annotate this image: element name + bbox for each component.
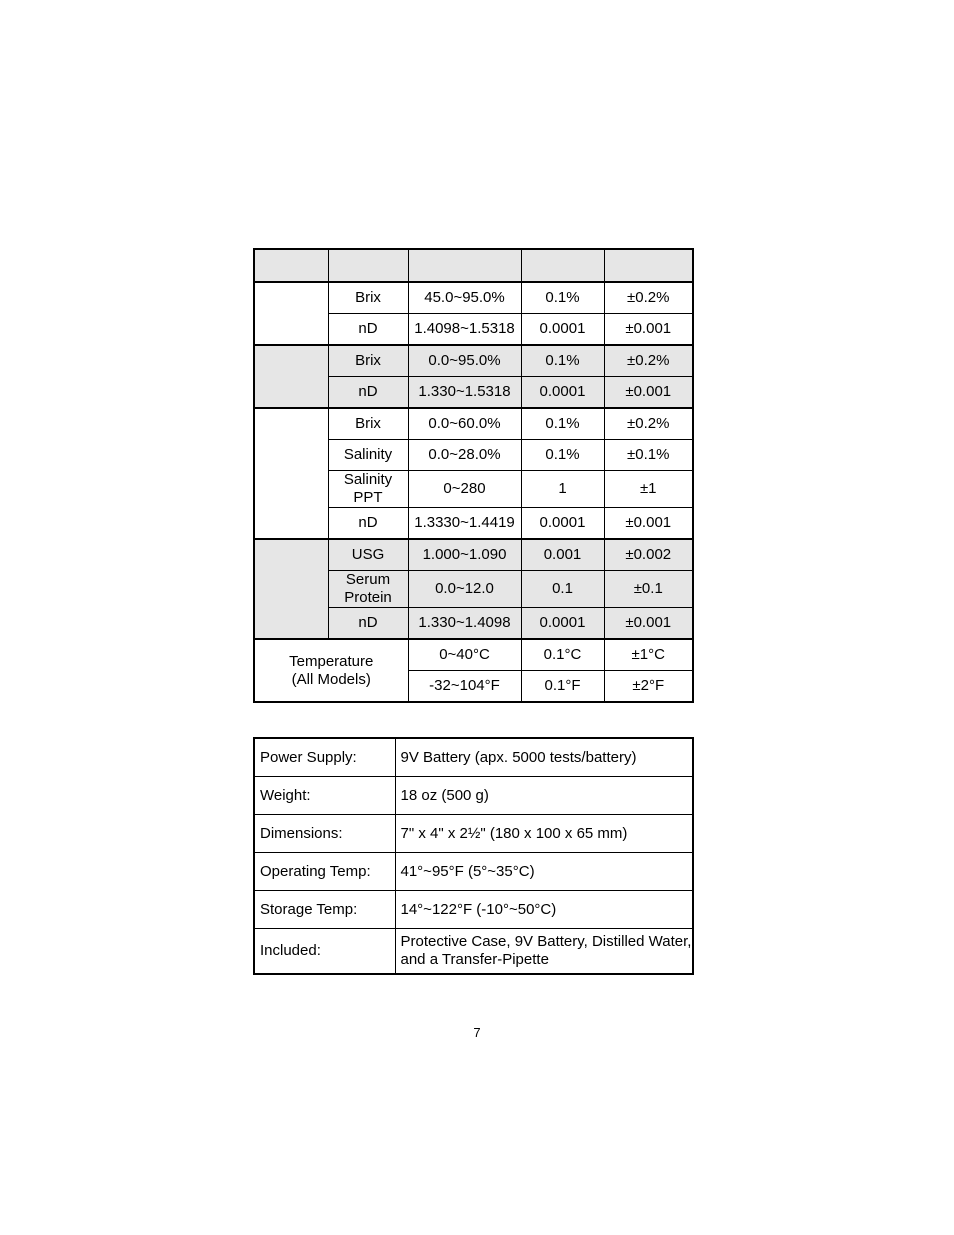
spec-label: Storage Temp: [254,891,395,929]
accuracy-cell: ±0.001 [604,608,693,640]
table-row [254,738,693,777]
temperature-label-line1: Temperature [289,652,374,670]
model-group-label [254,408,328,539]
model-group-label [254,345,328,408]
resolution-cell: 0.0001 [521,608,604,640]
accuracy-cell: ±0.001 [604,377,693,409]
resolution-cell: 0.1% [521,345,604,377]
accuracy-cell: ±1 [604,471,693,508]
parameter-cell: Salinity PPT [328,471,408,508]
range-cell: 1.330~1.5318 [408,377,521,409]
table-row [254,891,693,929]
table-row [254,777,693,815]
range-cell: 0.0~95.0% [408,345,521,377]
accuracy-cell: ±1°C [604,639,693,671]
resolution-cell: 0.0001 [521,314,604,346]
range-cell: 0~40°C [408,639,521,671]
table-header-row [254,249,693,282]
parameter-cell: Serum Protein [328,571,408,608]
range-cell: 1.000~1.090 [408,539,521,571]
resolution-cell: 0.1 [521,571,604,608]
header-cell [408,249,521,282]
header-cell [254,249,328,282]
resolution-cell: 0.1% [521,440,604,471]
accuracy-cell: ±0.2% [604,345,693,377]
general-specs-table [253,737,694,975]
parameter-cell: nD [328,608,408,640]
accuracy-cell: ±0.1 [604,571,693,608]
parameter-cell: Brix [328,408,408,440]
accuracy-cell: ±0.001 [604,314,693,346]
table-row [254,853,693,891]
accuracy-cell: ±0.2% [604,408,693,440]
table-row [254,815,693,853]
range-cell: 0.0~28.0% [408,440,521,471]
spec-value: 7" x 4" x 2½" (180 x 100 x 65 mm) [395,815,693,853]
accuracy-cell: ±0.2% [604,282,693,314]
parameter-cell: nD [328,314,408,346]
page-number: 7 [473,1025,481,1040]
resolution-cell: 0.1°F [521,671,604,703]
range-cell: 1.330~1.4098 [408,608,521,640]
temperature-label-line2: (All Models) [291,670,371,688]
model-group-label [254,539,328,639]
spec-label: Power Supply: [254,738,395,777]
range-cell: 1.4098~1.5318 [408,314,521,346]
range-cell: -32~104°F [408,671,521,703]
range-cell: 0.0~60.0% [408,408,521,440]
spec-value: 18 oz (500 g) [395,777,693,815]
header-cell [521,249,604,282]
table-row [254,345,693,377]
spec-value: 14°~122°F (-10°~50°C) [395,891,693,929]
resolution-cell: 0.0001 [521,377,604,409]
specifications-table [253,248,694,703]
table-row [254,282,693,314]
model-group-label [254,282,328,345]
resolution-cell: 1 [521,471,604,508]
resolution-cell: 0.001 [521,539,604,571]
resolution-cell: 0.1% [521,282,604,314]
resolution-cell: 0.0001 [521,508,604,540]
parameter-cell: nD [328,377,408,409]
spec-label: Dimensions: [254,815,395,853]
header-cell [328,249,408,282]
temperature-label [254,639,408,702]
parameter-cell: USG [328,539,408,571]
spec-label: Included: [254,929,395,975]
resolution-cell: 0.1°C [521,639,604,671]
parameter-cell: Brix [328,282,408,314]
range-cell: 0.0~12.0 [408,571,521,608]
range-cell: 0~280 [408,471,521,508]
parameter-cell: nD [328,508,408,540]
table-row [254,929,693,975]
spec-value: 9V Battery (apx. 5000 tests/battery) [395,738,693,777]
parameter-cell: Salinity [328,440,408,471]
range-cell: 1.3330~1.4419 [408,508,521,540]
accuracy-cell: ±0.1% [604,440,693,471]
accuracy-cell: ±0.001 [604,508,693,540]
spec-label: Operating Temp: [254,853,395,891]
resolution-cell: 0.1% [521,408,604,440]
table-row [254,639,693,671]
table-row [254,539,693,571]
spec-value: 41°~95°F (5°~35°C) [395,853,693,891]
spec-value: Protective Case, 9V Battery, Distilled Water, and a Transfer-Pipette [395,929,693,975]
accuracy-cell: ±2°F [604,671,693,703]
parameter-cell: Brix [328,345,408,377]
range-cell: 45.0~95.0% [408,282,521,314]
spec-label: Weight: [254,777,395,815]
header-cell [604,249,693,282]
accuracy-cell: ±0.002 [604,539,693,571]
table-row [254,408,693,440]
